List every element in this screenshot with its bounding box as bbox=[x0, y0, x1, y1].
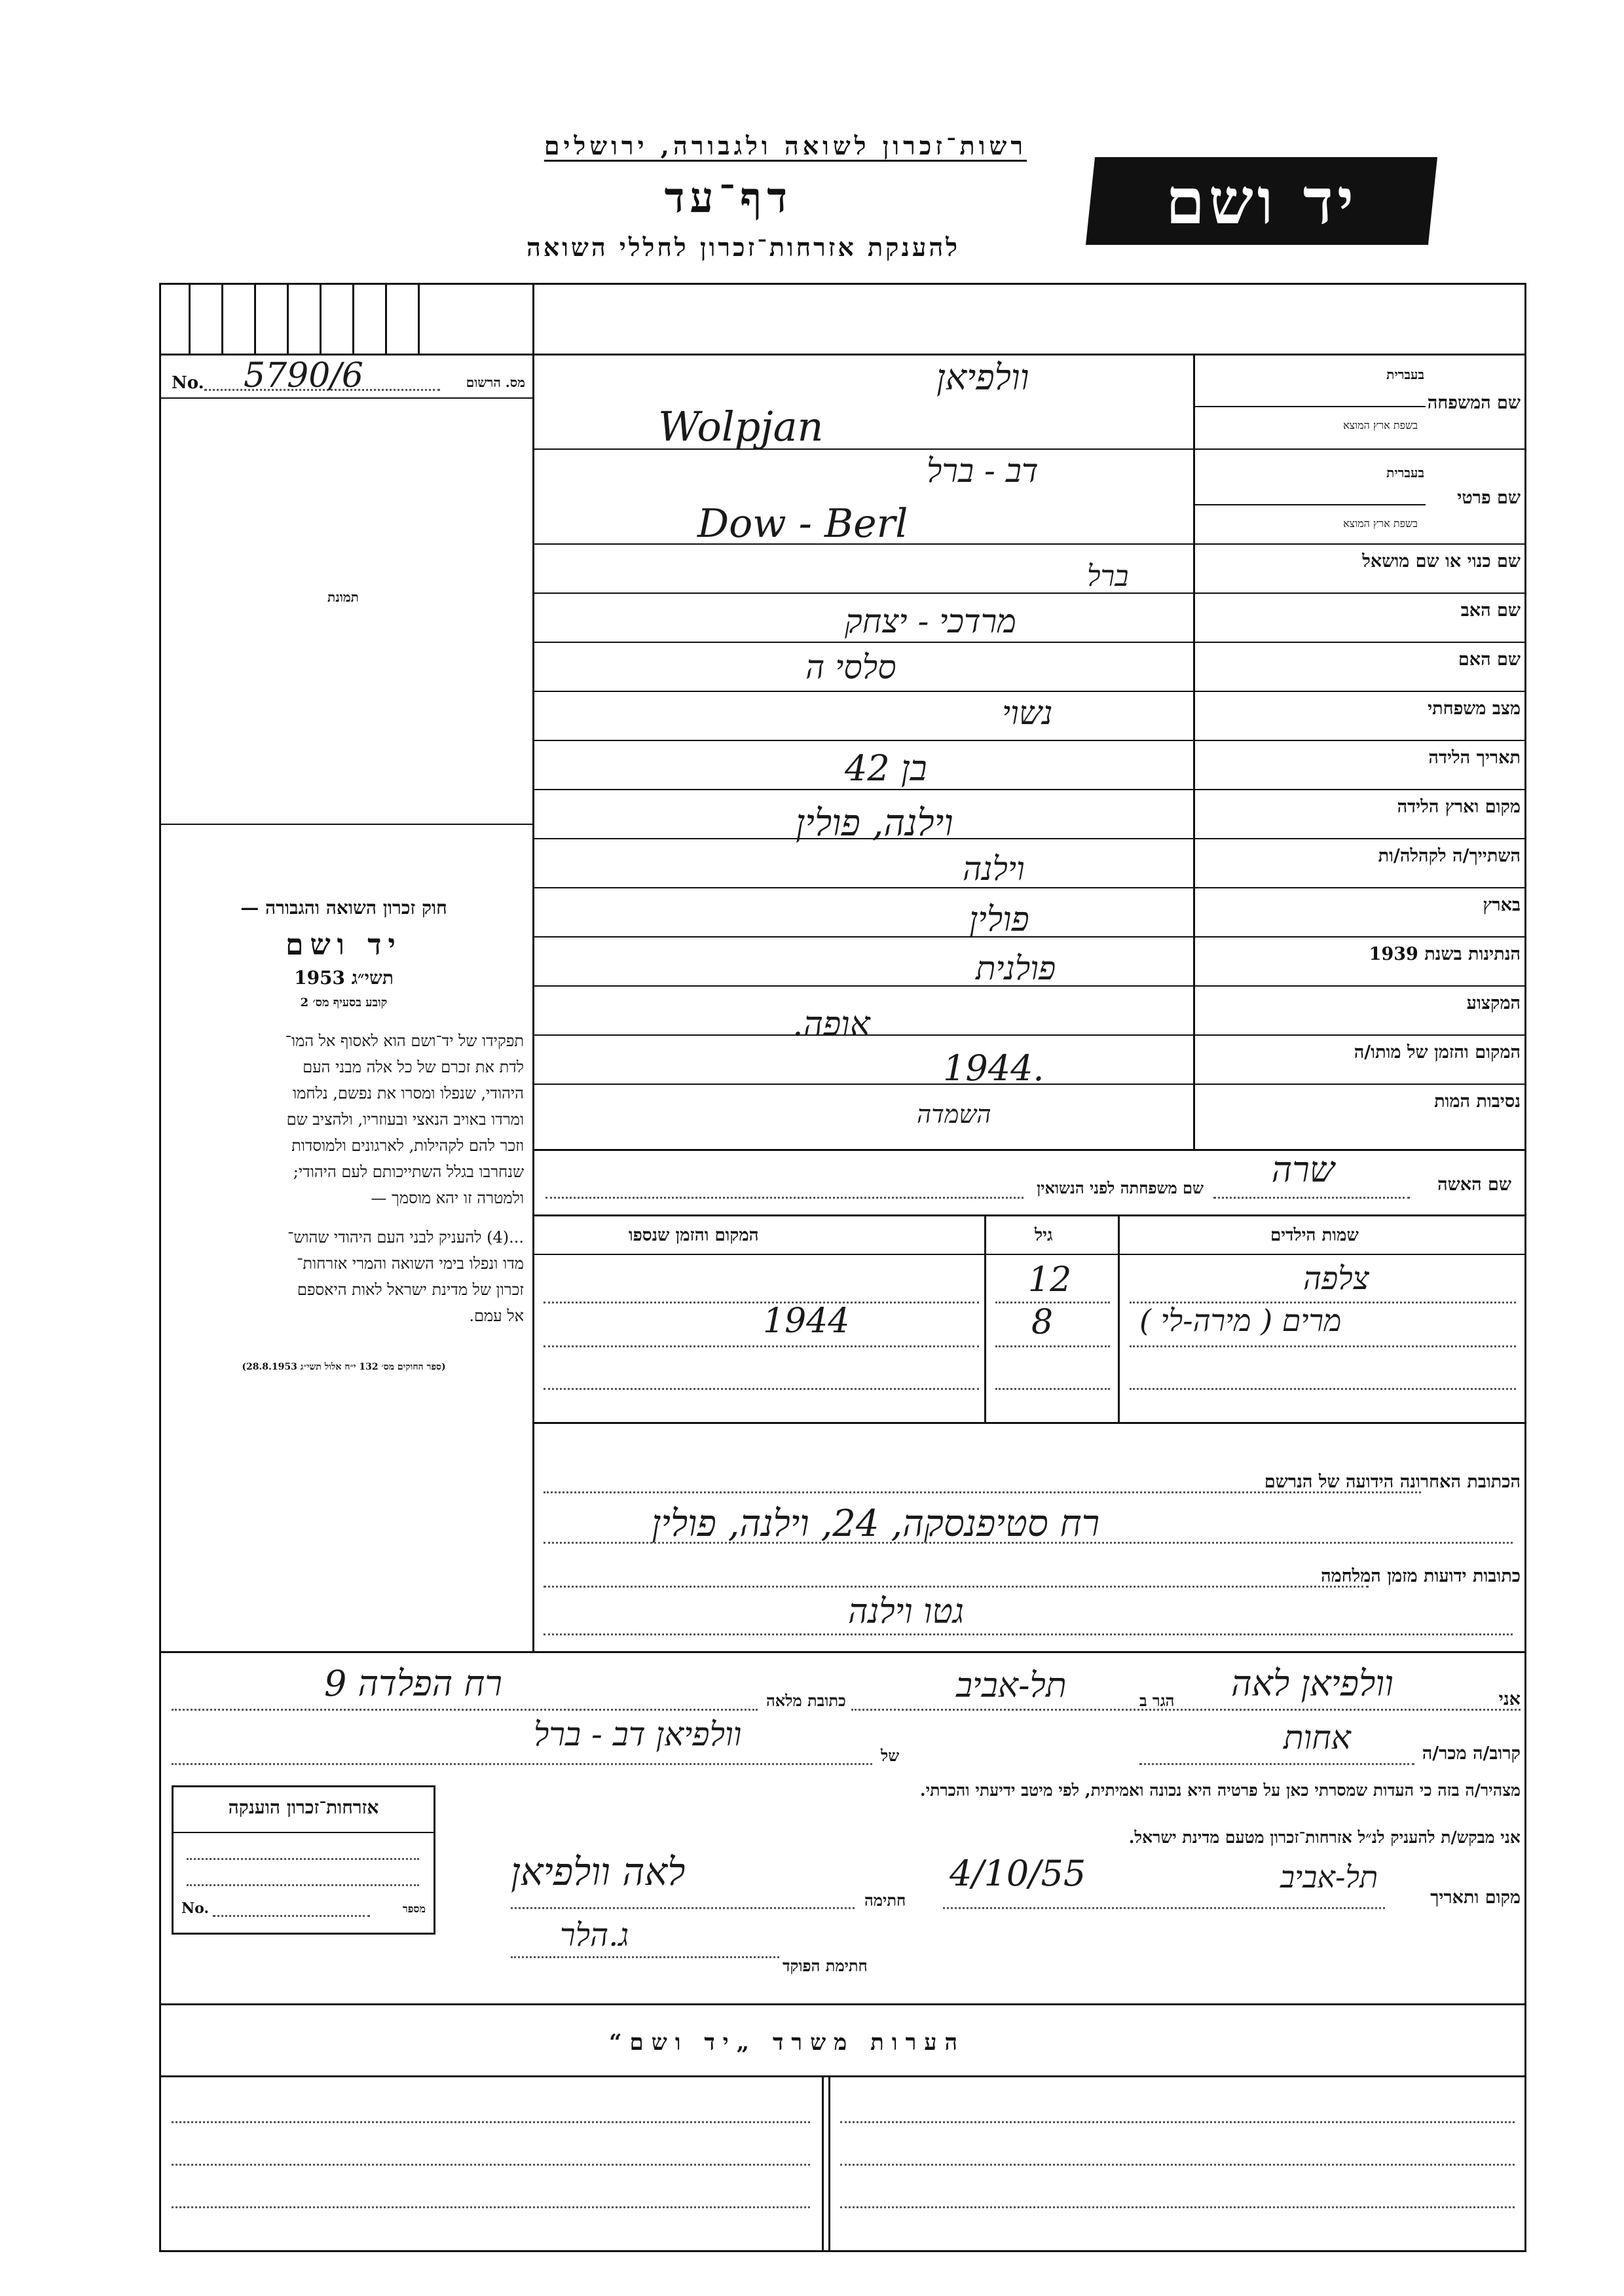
authority-heading: רשות־זכרון לשואה ולגבורה, ירושלים bbox=[544, 131, 1027, 160]
declarant-label: אני bbox=[1498, 1689, 1521, 1709]
family-name-hebrew-value: וולפיאן bbox=[936, 357, 1029, 398]
form-subtitle: להענקת אזרחות־זכרון לחללי השואה bbox=[526, 232, 960, 262]
full-address-label: כתובת מלאה bbox=[766, 1691, 846, 1710]
registration-number: 5790/6 bbox=[244, 356, 363, 395]
office-notes-title: הערות משרד „יד ושם“ bbox=[609, 2030, 966, 2056]
nickname-label: שם כנוי או שם מושאל bbox=[1362, 551, 1521, 572]
law-title: חוק זכרון השואה והגבורה — bbox=[240, 897, 447, 919]
law-citation: (ספר החוקים מס׳ 132 י״ח אלול תשי״ג 28.8.1953) bbox=[242, 1362, 446, 1372]
official-signature-label: חתימת הפוקד bbox=[783, 1956, 868, 1975]
children-names-header: שמות הילדים bbox=[1270, 1226, 1359, 1245]
citizenship-box-no-label: No. bbox=[181, 1900, 210, 1917]
relation-label: קרוב/ה מכר/ה bbox=[1422, 1743, 1521, 1764]
lives-in-value: תל-אביב bbox=[956, 1666, 1067, 1705]
wife-value: שרה bbox=[1271, 1149, 1335, 1190]
death-circumstances-label: נסיבות המות bbox=[1434, 1091, 1521, 1112]
header-row-divider bbox=[159, 354, 1526, 355]
registration-divider bbox=[159, 397, 532, 399]
mother-name-label: שם האם bbox=[1458, 649, 1521, 670]
code-boxes bbox=[159, 283, 532, 354]
left-border bbox=[159, 283, 161, 2252]
children-place-header: המקום והזמן שנספו bbox=[629, 1226, 759, 1245]
nickname-value: ברל bbox=[1087, 560, 1129, 593]
community-label: השתייך/ה לקהלה/ות bbox=[1378, 846, 1521, 866]
first-name-origin-value: Dow - Berl bbox=[697, 501, 908, 547]
community-value: וילנה bbox=[963, 850, 1025, 888]
father-name-value: מרדכי - יצחק bbox=[845, 602, 1016, 640]
birth-place-label: מקום וארץ הלידה bbox=[1397, 797, 1521, 817]
relation-value: אחות bbox=[1283, 1719, 1351, 1757]
declarant-value: וולפיאן לאה bbox=[1231, 1663, 1393, 1704]
signature-value: לאה וולפיאן bbox=[511, 1850, 686, 1894]
birth-date-label: תאריך הלידה bbox=[1428, 748, 1521, 768]
profession-label: המקצוע bbox=[1466, 993, 1521, 1013]
death-place-time-label: המקום והזמן של מותו/ה bbox=[1354, 1042, 1521, 1063]
form-title: דף־עד bbox=[664, 173, 792, 223]
family-name-label: שם המשפחה bbox=[1427, 393, 1521, 413]
photo-label: תמונת bbox=[327, 589, 359, 605]
birth-date-value: בן 42 bbox=[845, 748, 927, 789]
family-name-hebrew-sub: בעברית bbox=[1386, 367, 1424, 382]
war-address-label: כתובות ידועות מזמן המלחמה bbox=[1321, 1566, 1521, 1586]
war-address-value: גטו וילנה bbox=[848, 1592, 965, 1631]
of-value: וולפיאן דב - ברל bbox=[534, 1715, 742, 1753]
child-1-age: 12 bbox=[1028, 1260, 1072, 1300]
place-date-label: מקום ותאריך bbox=[1430, 1887, 1521, 1908]
registration-no-label: No. bbox=[172, 373, 204, 393]
full-address-value: רח הפלדה 9 bbox=[324, 1663, 502, 1704]
office-notes-divider-1 bbox=[822, 2075, 824, 2251]
child-1-name: צלפה bbox=[1303, 1260, 1369, 1297]
office-notes-divider-2 bbox=[828, 2075, 830, 2251]
lives-in-label: הגר ב bbox=[1139, 1691, 1175, 1710]
mother-name-value: סלסי ה bbox=[805, 648, 896, 686]
statement-line-1: מצהיר/ה בזה כי העדות שמסרתי כאן על פרטיה היא נכונה ואמיתית, לפי מיטב ידיעתי והכרתי. bbox=[919, 1781, 1521, 1800]
citizenship-box-number-label: מספר bbox=[402, 1903, 426, 1915]
law-body: תפקידו של יד־ושם הוא לאסוף אל המו־ לדת את זכרם של כל אלה מבני העם היהודי, שנפלו ומסרו את נפשם, נלחמו ומרדו באויב הנאצי ובעוזריו, ולהציב שם וזכר להם לקהילות, לארגונים ולמוסדות שנחרבו בגלל השתייכותם לעם היהודי; ולמטרה זו יהא מוסמך — ...(4) להעניק לבני העם היהודי שהוש־ מדו ונפלו בימי השואה והמרי אזרחות־ זכרון של מדינת ישראל לאות היאספם אל עמם. bbox=[285, 1032, 524, 1325]
citizenship-granted-box bbox=[172, 1785, 435, 1935]
date-value: 4/10/55 bbox=[950, 1853, 1086, 1894]
death-circumstances-value: השמדה bbox=[917, 1100, 991, 1129]
last-address-label: הכתובת האחרונה הידועה של הנרשם bbox=[1264, 1472, 1521, 1492]
first-name-label: שם פרטי bbox=[1457, 488, 1521, 508]
right-border bbox=[1524, 283, 1526, 2252]
wife-row bbox=[532, 1149, 1524, 1214]
last-address-value: רח סטיפנסקה, 24, וילנה, פולין bbox=[652, 1503, 1100, 1545]
first-name-origin-sub: בשפת ארץ המוצא bbox=[1343, 517, 1418, 530]
children-age-header: גיל bbox=[1035, 1226, 1053, 1245]
country-label: בארץ bbox=[1483, 895, 1521, 915]
death-place-time-value: 1944. bbox=[943, 1048, 1044, 1089]
profession-value: אופה. bbox=[792, 1005, 870, 1044]
wife-label: שם האשה bbox=[1437, 1175, 1511, 1195]
father-name-label: שם האב bbox=[1460, 600, 1521, 621]
marital-status-label: מצב משפחתי bbox=[1428, 699, 1521, 719]
wife-maiden-label: שם משפחתה לפני הנשואין bbox=[1037, 1178, 1204, 1197]
yad-vashem-logo bbox=[1086, 157, 1437, 245]
of-label: של bbox=[881, 1746, 900, 1765]
marital-status-value: נשוי bbox=[1002, 694, 1053, 732]
child-2-place-time: 1944 bbox=[763, 1302, 850, 1341]
family-name-origin-sub: בשפת ארץ המוצא bbox=[1343, 419, 1418, 431]
registration-label: מס. הרשום bbox=[466, 374, 525, 390]
law-year: תשי״ג 1953 bbox=[294, 967, 394, 989]
child-2-name: מרים ( מירה-לי ) bbox=[1139, 1303, 1342, 1338]
law-clause: קובע בסעיף מס׳ 2 bbox=[300, 996, 388, 1010]
family-name-origin-value: Wolpjan bbox=[658, 403, 824, 450]
citizenship-box-title: אזרחות־זכרון הוענקה bbox=[228, 1796, 379, 1818]
child-2-age: 8 bbox=[1031, 1303, 1054, 1342]
registration-row bbox=[172, 356, 525, 395]
logo-text: יד ושם bbox=[1165, 164, 1358, 238]
law-section bbox=[164, 897, 524, 1373]
citizenship-1939-label: הנתינות בשנת 1939 bbox=[1369, 944, 1521, 964]
citizenship-1939-value: פולנית bbox=[976, 949, 1056, 987]
label-column-divider bbox=[1193, 354, 1195, 1149]
bottom-border bbox=[159, 2250, 1526, 2252]
signature-label: חתימה bbox=[864, 1891, 906, 1910]
law-name: יד ושם bbox=[286, 928, 402, 962]
country-value: פולין bbox=[969, 900, 1029, 939]
place-value: תל-אביב bbox=[1280, 1859, 1378, 1895]
left-column-divider bbox=[532, 283, 534, 1651]
photo-divider bbox=[159, 824, 532, 825]
official-signature-value: ג.הלר bbox=[560, 1917, 629, 1954]
first-name-hebrew-value: דב - ברל bbox=[927, 452, 1039, 490]
statement-line-2: אני מבקש/ת להעניק לנ״ל אזרחות־זכרון מטעם מדינת ישראל. bbox=[1128, 1828, 1521, 1847]
birth-place-value: וילנה, פולין bbox=[796, 802, 953, 845]
first-name-hebrew-sub: בעברית bbox=[1386, 465, 1424, 481]
